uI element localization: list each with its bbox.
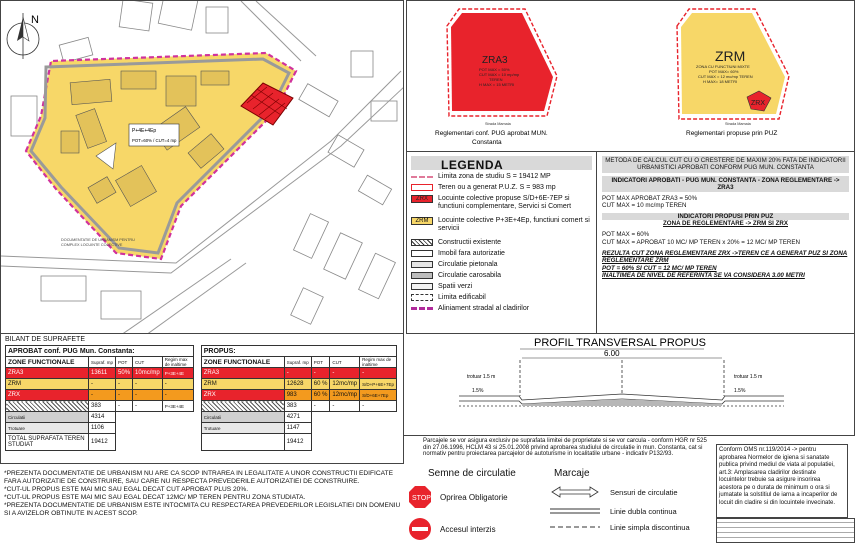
proposed-title: INDICATORI PROPUSI PRIN PUZ — [602, 213, 849, 220]
zra3-caption-2: Constanta — [472, 139, 502, 146]
balance-title: BILANT DE SUPRAFETE — [5, 336, 86, 343]
legend-item-alignment — [411, 305, 592, 316]
legend-label: Imobil fara autorizatie — [438, 250, 505, 257]
balance-panel — [0, 334, 404, 464]
legend-label: Locuinte colective propuse S/D+6E-7EP si functiuni complementare, Servici si Comert — [438, 195, 572, 210]
base-layer — [522, 399, 722, 406]
legend-item-pedestrian — [411, 261, 592, 272]
proposed-cut: CUT MAX = APROBAT 10 MC/ MP TEREN x 20% = 12 MC/ MP TEREN — [602, 238, 800, 246]
zrm-line2: POT MAX= 60% — [709, 69, 739, 74]
zra3-caption-1: Reglementari conf. PUG aprobat MUN. — [435, 130, 548, 137]
table-row: ZRM - - - - ZRM 12628 60 % 12mc/mp S/D+P+6E+7Ep — [6, 379, 397, 390]
legend-item-edificabil — [411, 294, 592, 305]
zra3-street: Strada Mamaia — [485, 122, 511, 126]
legend-label: Teren ou a generat P.U.Z. S = 983 mp — [438, 184, 556, 191]
legend-label: Circulatie carosabila — [438, 272, 502, 279]
approved-cut: CUT MAX = 10 mc/mp TEREN — [602, 202, 687, 210]
zra3-title: ZRA3 — [482, 55, 508, 66]
legend-label: Circulatie pietonala — [438, 261, 498, 268]
col-pot: POT — [311, 357, 330, 368]
no-entry-icon — [408, 517, 432, 541]
col-height: Regim max de inaltime — [162, 357, 193, 368]
double-line-row — [550, 506, 714, 516]
insets-drawing — [407, 1, 855, 153]
study-area-boundary — [26, 53, 296, 259]
green-area-swatch — [411, 283, 433, 290]
col-cut: CUT — [133, 357, 163, 368]
col-height: Regim max de inaltime — [360, 357, 397, 368]
site-plan-drawing — [1, 1, 404, 334]
dashed-line-row — [550, 522, 714, 532]
red-outline-swatch — [411, 184, 433, 191]
legend-item-zrx — [411, 195, 592, 217]
legend-item-green — [411, 283, 592, 294]
profile-drawing — [404, 334, 855, 436]
result-line-2: POT = 60% SI CUT = 12 MC/ MP TEREN — [602, 264, 717, 272]
right-walk-label: trotuar 1.5 m — [734, 374, 763, 380]
balance-table — [5, 345, 397, 451]
col-pot: POT — [116, 357, 133, 368]
map-doc-note-2: COMPLEX LOCUINTE COLECTIVE — [61, 243, 123, 247]
dashed-pink-swatch — [411, 176, 433, 178]
legend-item-study-limit — [411, 173, 592, 184]
magenta-dashed-swatch — [411, 307, 433, 310]
zrm-title: ZRM — [715, 48, 746, 64]
note-4: *PREZENTA DOCUMENTATIE DE URBANISM ESTE INTOCMITA CU RESPECTAREA PREVEDERILOR LEGISLATIEI DIN DOMENIU SI A AVIZELOR OBTINUTE IN ACEST SCOP. — [4, 502, 401, 517]
proposed-header: PROPUS: — [201, 346, 396, 357]
white-swatch — [411, 250, 433, 257]
title-block — [716, 518, 855, 543]
zone-label-1: P+4E+4Ep — [132, 128, 157, 134]
map-doc-note-1: DOCUMENTATIE DE URBANISM PENTRU — [61, 238, 135, 242]
approved-header: APROBAT conf. PUG Mun. Constanta: — [6, 346, 194, 357]
legend-item-road — [411, 272, 592, 283]
grey-swatch — [411, 272, 433, 279]
site-plan — [0, 0, 404, 334]
direction-row — [550, 484, 714, 500]
zrx-swatch: ZRX — [411, 195, 433, 203]
left-slope: 1.5% — [472, 388, 484, 394]
zrm-caption: Reglementari propuse prin PUZ — [686, 130, 778, 137]
north-label: N — [31, 14, 39, 26]
marks-title: Marcaje — [554, 468, 590, 479]
table-row: Circulatii 4314 Circulatii 4271 — [6, 412, 397, 423]
approved-pot: POT MAX APROBAT ZRA3 = 50% — [602, 195, 698, 203]
legend-label: Limita zona de studiu S = 19412 MP — [438, 173, 551, 180]
zrm-street: Strada Mamaia — [725, 122, 751, 126]
stop-label: Oprirea Obligatorie — [440, 492, 508, 502]
col-zones: ZONE FUNCTIONALE — [6, 357, 89, 368]
stop-sign-icon — [408, 485, 432, 509]
parcel-note: Parcajele se vor asigura exclusiv pe suprafata limitei de proprietate si se vor carcula - conform HGR nr 525 din 27.06.1996, HCLM 43 si 25.01.2008 privind aprobarea studiului de circulatie in mun. Constanta, cat si normativ pentru proiectarea parcajelor de autoturisme in localitatile urbane - indicativ P132/93. — [423, 438, 707, 457]
signs-title: Semne de circulatie — [428, 468, 516, 479]
svg-text:STOP: STOP — [412, 495, 431, 502]
col-area: Supraf. mp — [284, 357, 311, 368]
zrm-line4: H MAX= 18 METRI — [703, 79, 738, 84]
balance-col-row — [6, 357, 397, 368]
legend-item-unauthorized — [411, 250, 592, 261]
legend-label: Aliniament stradal al cladirilor — [438, 305, 530, 312]
legend-label: Spatii verzi — [438, 283, 473, 290]
legend-panel — [406, 152, 597, 334]
stop-sign-row — [408, 485, 548, 509]
zrx-label: ZRX — [751, 100, 765, 107]
zone-label-2: POT=60% / CUT=4 mp — [132, 138, 177, 143]
legend-label: Locuinte colective P+3E+4Ep, functiuni comert si servicii — [438, 217, 590, 232]
zrm-swatch: ZRM — [411, 217, 433, 225]
left-walk-label: trotuar 1.5 m — [467, 374, 496, 380]
legend-item-existing — [411, 239, 592, 250]
proposed-pot: POT MAX = 60% — [602, 231, 650, 239]
note-3: *CUT-UL PROPUS ESTE MAI MIC SAU EGAL DECAT 12MC/ MP TEREN PENTRU ZONA STUDIATA. — [4, 494, 306, 501]
table-row: Trotuare 1106 Trotuare 1147 — [6, 423, 397, 434]
legend-title: LEGENDA — [441, 158, 504, 172]
legend-label: Limita edificabil — [438, 294, 486, 301]
road-marks-panel — [550, 468, 714, 543]
double-line-icon — [550, 507, 600, 515]
profile-panel — [404, 334, 855, 436]
table-row-total: TOTAL SUPRAFATA TEREN STUDIAT 19412 19412 — [6, 434, 397, 451]
proposed-subtitle: ZONA DE REGLEMENTARE -> ZRM SI ZRX — [663, 220, 788, 228]
notes-panel — [4, 470, 404, 540]
zra3-line3: TEREN — [489, 77, 503, 82]
col-zones: ZONE FUNCTIONALE — [201, 357, 284, 368]
zra3-line2: CUT MAX = 10 mp/mp — [479, 72, 520, 77]
double-arrow-icon — [550, 485, 600, 499]
direction-label: Sensuri de circulatie — [610, 487, 678, 497]
dashed-outline-swatch — [411, 294, 433, 301]
no-entry-row — [408, 517, 548, 541]
profile-width: 6.00 — [604, 349, 620, 358]
note-2: *CUT-UL PROPUS ESTE MAI MIC SAU EGAL DECAT CUT APROBAT PLUS 20%. — [4, 486, 249, 493]
legend-item-zrm — [411, 217, 592, 239]
calc-method-panel — [597, 152, 855, 334]
traffic-signs-panel — [408, 468, 548, 543]
profile-title: PROFIL TRANSVERSAL PROPUS — [534, 337, 706, 349]
zra3-line1: POT MAX = 50% — [479, 67, 510, 72]
balance-header-row — [6, 346, 397, 357]
oms-note: Conform OMS nr.119/2014 -> pentru aprobarea Normelor de igiena si sanatate publica privind mediul de viata al populatiei, art.3: Amplasarea cladirilor destinate locuintelor trebuie sa asigure insorirea acestora pe o durata de minimum o ora si jumatate la solstitiul de iarna a incaperilor de locuit din cladire si din locuintele invecinate. — [716, 444, 848, 518]
table-row: 383 - - P+3E+4E 383 - - - — [6, 401, 397, 412]
insets-panel — [406, 0, 855, 152]
note-1: *PREZENTA DOCUMENTATIE DE URBANISM NU ARE CA SCOP INTRAREA IN LEGALITATE A UNOR CONSTRUCTII EDIFICATE FARA AUTORIZATIE DE CONSTRUIRE, SAU CARE NU RESPECTA PREVEDERILE AUTORIZATIEI DE CONSTRUIRE. — [4, 470, 393, 485]
hatched-swatch — [411, 239, 433, 246]
legend-header — [411, 156, 592, 170]
dashed-line-icon — [550, 523, 600, 531]
result-line-1: REZULTA CUT ZONA REGLEMENTARE ZRX ->TEREN CE A GENERAT PUZ SI ZONA REGLEMENTARE ZRM — [602, 249, 848, 265]
zrm-line3: CUT MAX = 12 mc/mp TEREN — [698, 74, 753, 79]
right-slope: 1.5% — [734, 388, 746, 394]
zrm-line1: ZONA CU FUNCTIUNI MIXTE — [696, 64, 750, 69]
table-row: ZRA3 13611 50% 10mc/mp P+3E+4E ZRA3 - - - - — [6, 368, 397, 379]
approved-title: INDICATORI APROBATI - PUG MUN. CONSTANTA - ZONA REGLEMENTARE -> ZRA3 — [602, 176, 849, 193]
zra3-line4: H MAX = 15 METRI — [479, 82, 515, 87]
table-row: ZRX - - - - ZRX 983 60 % 12mc/mp S/D+6E+7Ep — [6, 390, 397, 401]
col-cut: CUT — [330, 357, 360, 368]
legend-label: Constructii existente — [438, 239, 502, 246]
legend-item-generated-plot — [411, 184, 592, 195]
col-area: Supraf. mp — [89, 357, 116, 368]
dashed-line-label: Linie simpla discontinua — [610, 522, 690, 532]
method-heading: METODA DE CALCUL CUT CU O CRESTERE DE MAXIM 20% FATA DE INDICATORII URBANISTICI APROBATI CONFORM PUG MUN. CONSTANTA — [602, 156, 849, 173]
result-line-3: INALTIMEA DE NIVEL DE REFERINTA SE VA CONSIDERA 3.00 METRI — [602, 271, 805, 279]
no-entry-label: Accesul interzis — [440, 524, 496, 534]
double-line-label: Linie dubla continua — [610, 506, 677, 516]
light-grey-swatch — [411, 261, 433, 268]
